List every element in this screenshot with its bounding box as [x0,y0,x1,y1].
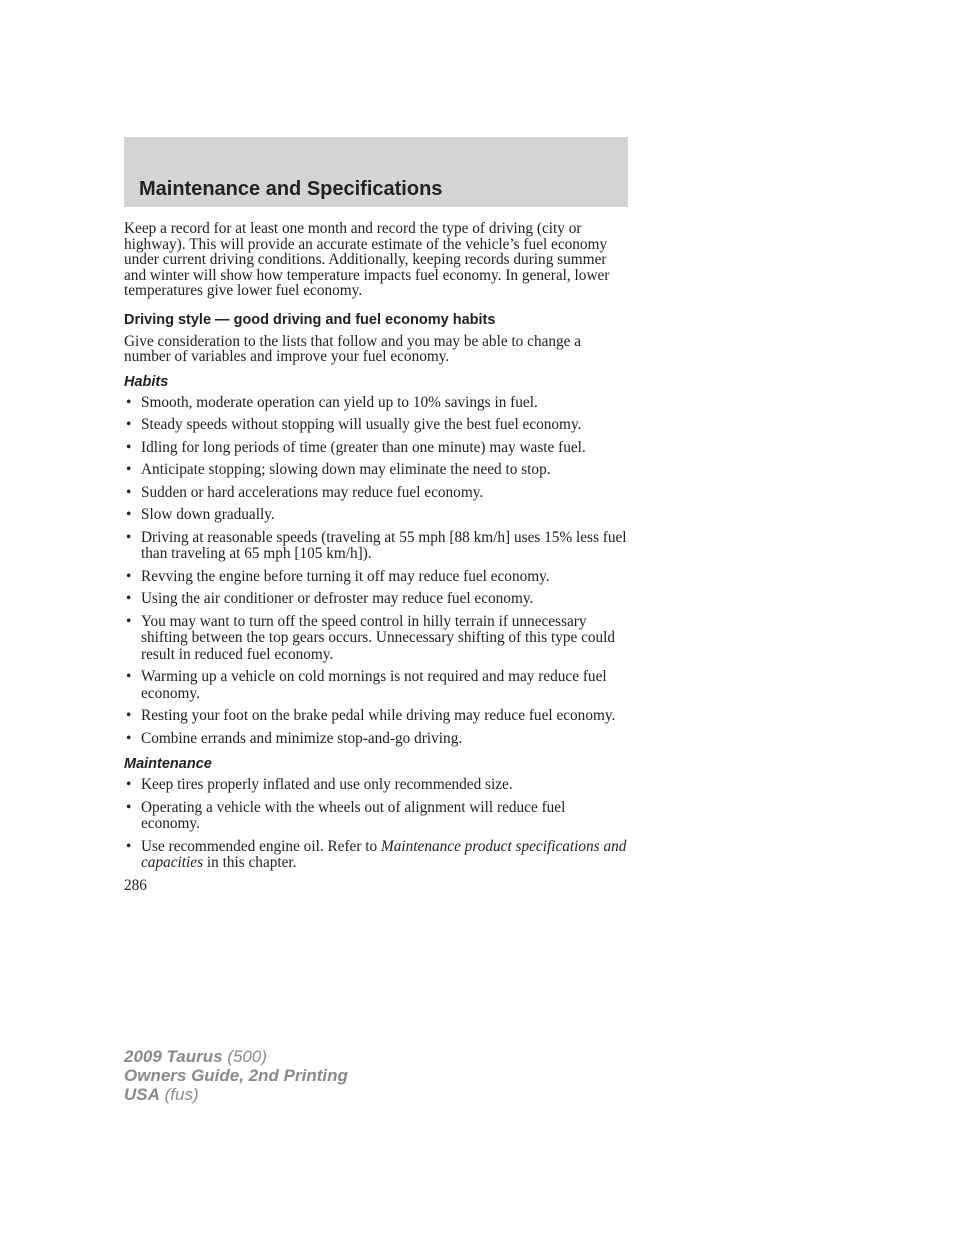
list-item: • Operating a vehicle with the wheels out of alignment will reduce fuel economy. [124,800,628,833]
list-item: • Driving at reasonable speeds (traveling at 55 mph [88 km/h] uses 15% less fuel than traveling at 65 mph [105 km/h]). [124,530,628,563]
driving-style-paragraph: Give consideration to the lists that follow and you may be able to change a number of variables and improve your fuel economy. [124,332,582,365]
page-number: 286 [124,876,147,894]
list-item: • Revving the engine before turning it off may reduce fuel economy. [124,569,628,586]
footer-line-market [124,1085,348,1104]
list-item: • Combine errands and minimize stop-and-go driving. [124,731,628,748]
list-item: • You may want to turn off the speed control in hilly terrain if unnecessary shifting between the top gears occurs. Unnecessary shifting of this type could result in reduced fuel economy. [124,614,628,664]
habits-heading: Habits [124,373,169,390]
list-item: • Idling for long periods of time (greater than one minute) may waste fuel. [124,440,628,457]
list-item: • Warming up a vehicle on cold mornings is not required and may reduce fuel economy. [124,669,628,702]
footer-model-code: (500) [222,1047,268,1066]
footer-line-model [124,1047,348,1066]
footer-edition: Owners Guide, 2nd Printing [124,1066,348,1085]
driving-style-heading: Driving style — good driving and fuel economy habits [124,311,496,328]
maintenance-list [124,777,628,872]
section-title: Maintenance and Specifications [139,178,443,200]
intro-paragraph: Keep a record for at least one month and record the type of driving (city or highway). This will provide an accurate estimate of the vehicle’s fuel economy under current driving conditions. Additionally, keeping records during summer and winter will show how temperature impacts fuel economy. In general, lower temperatures give lower fuel economy. [124,220,610,299]
section-header-band [124,137,628,207]
list-item: • Using the air conditioner or defroster may reduce fuel economy. [124,591,628,608]
oil-text-suffix: in this chapter. [203,854,297,871]
oil-text-prefix: Use recommended engine oil. Refer to [141,837,381,855]
chapter-reference: Maintenance product specifications and capacities [141,837,627,871]
list-item: • Smooth, moderate operation can yield up to 10% savings in fuel. [124,395,628,412]
list-item: • Sudden or hard accelerations may reduce fuel economy. [124,485,628,502]
list-item: • Steady speeds without stopping will usually give the best fuel economy. [124,417,628,434]
list-item: • Anticipate stopping; slowing down may eliminate the need to stop. [124,462,628,479]
footer-market-code: (fus) [159,1085,199,1104]
publication-footer [124,1047,348,1104]
footer-market: USA [124,1085,160,1104]
list-item [124,839,628,872]
list-item: • Slow down gradually. [124,507,628,524]
list-item: • Resting your foot on the brake pedal while driving may reduce fuel economy. [124,708,628,725]
page-content [124,221,628,893]
list-item: • Keep tires properly inflated and use only recommended size. [124,777,628,794]
footer-model: 2009 Taurus [124,1047,223,1066]
habits-list [124,395,628,748]
maintenance-heading: Maintenance [124,756,212,772]
